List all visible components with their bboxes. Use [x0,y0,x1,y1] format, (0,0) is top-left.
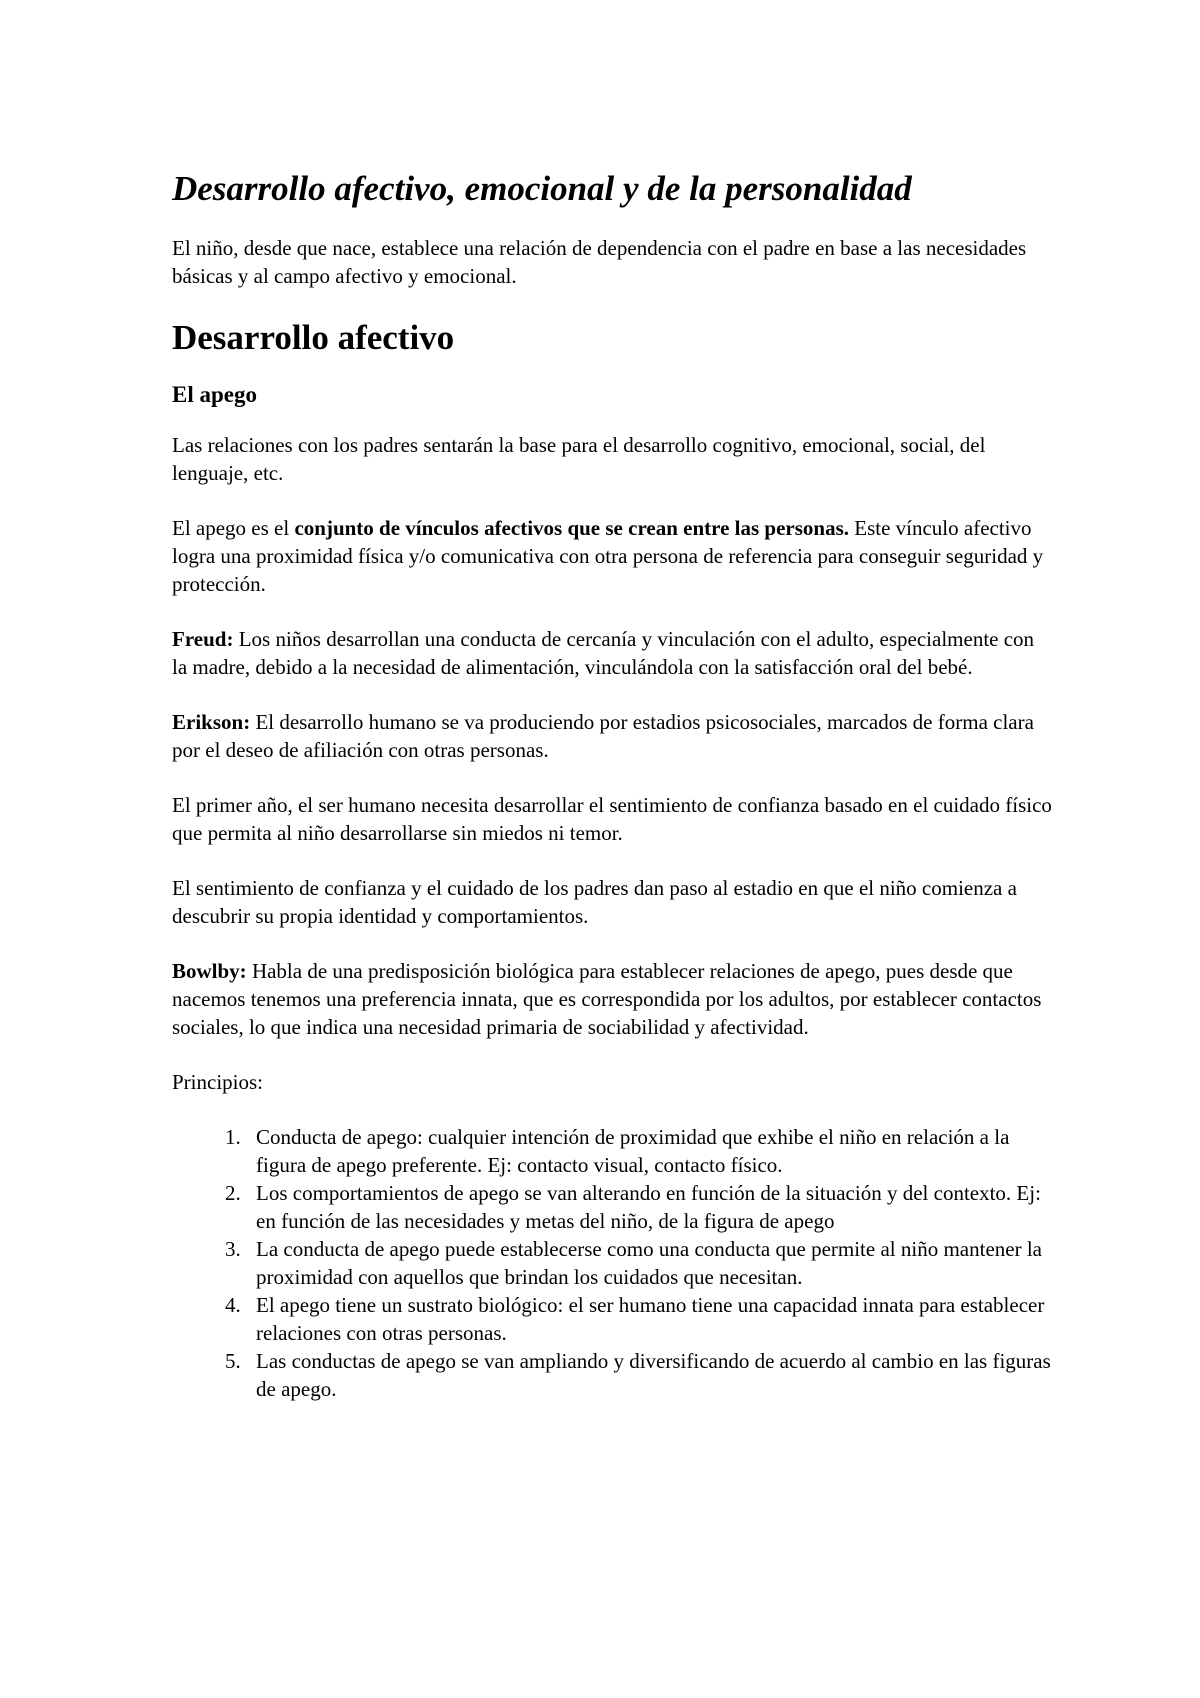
erikson-text: El desarrollo humano se va produciendo por estadios psicosociales, marcados de forma clara por el deseo de afiliación con otras personas. [172,709,1034,762]
list-item: 2. Los comportamientos de apego se van alterando en función de la situación y del contexto. Ej: en función de las necesidades y metas del niño, de la figura de apego [246,1179,1052,1235]
document-title: Desarrollo afectivo, emocional y de la personalidad [172,169,912,208]
sentimiento-paragraph: El sentimiento de confianza y el cuidado de los padres dan paso al estadio en que el niño comienza a descubrir su propia identidad y comportamientos. [172,875,1017,928]
list-item: 5. Las conductas de apego se van ampliando y diversificando de acuerdo al cambio en las figuras de apego. [246,1347,1052,1403]
apego-definition-paragraph [172,514,1052,598]
freud-text: Los niños desarrollan una conducta de cercanía y vinculación con el adulto, especialmente con la madre, debido a la necesidad de alimentación, vinculándola con la satisfacción oral del bebé. [172,626,1035,679]
principios-label: Principios: [172,1069,264,1094]
list-item: 3. La conducta de apego puede establecerse como una conducta que permite al niño mantener la proximidad con aquellos que brindan los cuidados que necesitan. [246,1235,1052,1291]
freud-label: Freud: [172,626,234,651]
primer-ano-paragraph: El primer año, el ser humano necesita desarrollar el sentimiento de confianza basado en el cuidado físico que permita al niño desarrollarse sin miedos ni temor. [172,792,1052,845]
principios-list [172,1123,1052,1403]
section-heading: Desarrollo afectivo [172,318,455,357]
erikson-label: Erikson: [172,709,251,734]
apego-definition-prefix: El apego es el [172,515,295,540]
bowlby-label: Bowlby: [172,958,247,983]
subsection-heading: El apego [172,382,257,407]
freud-paragraph [172,625,1052,681]
erikson-paragraph [172,708,1052,764]
relaciones-paragraph: Las relaciones con los padres sentarán la base para el desarrollo cognitivo, emocional, social, del lenguaje, etc. [172,432,986,485]
list-item: 4. El apego tiene un sustrato biológico: el ser humano tiene una capacidad innata para establecer relaciones con otras personas. [246,1291,1052,1347]
bowlby-paragraph [172,957,1052,1041]
intro-paragraph: El niño, desde que nace, establece una relación de dependencia con el padre en base a las necesidades básicas y al campo afectivo y emocional. [172,236,1027,288]
document-page [172,168,1052,1403]
apego-definition-suffix: Este vínculo afectivo logra una proximidad física y/o comunicativa con otra persona de referencia para conseguir seguridad y protección. [172,515,1044,596]
apego-definition-bold: conjunto de vínculos afectivos que se crean entre las personas. [294,515,849,540]
bowlby-text: Habla de una predisposición biológica para establecer relaciones de apego, pues desde que nacemos tenemos una preferencia innata, que es correspondida por los adultos, por establecer contactos sociales, lo que indica una necesidad primaria de sociabilidad y afectividad. [172,958,1042,1039]
list-item: 1. Conducta de apego: cualquier intención de proximidad que exhibe el niño en relación a la figura de apego preferente. Ej: contacto visual, contacto físico. [246,1123,1052,1179]
